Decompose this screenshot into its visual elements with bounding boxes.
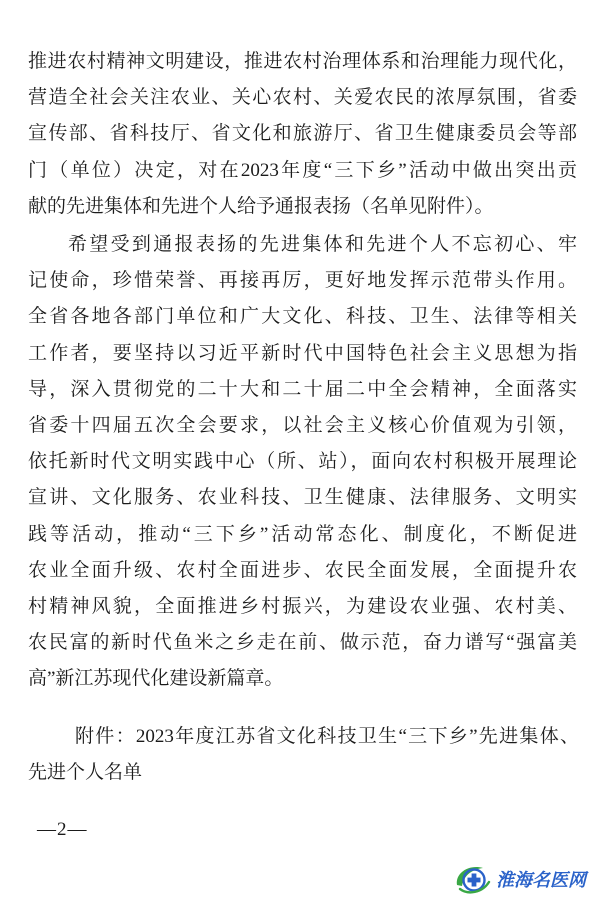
medical-cross-logo-icon (452, 863, 492, 895)
page-number: —2— (37, 819, 88, 840)
body-paragraph-1 (28, 44, 577, 225)
text-line: 践等活动，推动“三下乡”活动常态化、制度化，不断促进 (28, 523, 577, 545)
text-line: 希望受到通报表扬的先进集体和先进个人不忘初心、牢 (68, 234, 577, 255)
text-line: 记使命，珍惜荣誉、再接再厉，更好地发挥示范带头作用。 (28, 270, 577, 292)
attachment-note (28, 719, 579, 791)
text-line: 先进个人名单 (28, 762, 143, 784)
text-line: 依托新时代文明实践中心（所、站），面向农村积极开展理论 (28, 451, 577, 473)
text-line: 导，深入贯彻党的二十大和二十届二中全会精神，全面落实 (28, 378, 577, 400)
text-line: 村精神风貌，全面推进乡村振兴，为建设农业强、农村美、 (28, 595, 577, 617)
text-line: 献的先进集体和先进个人给予通报表扬（名单见附件）。 (28, 195, 494, 217)
watermark (452, 862, 596, 896)
text-line: 全省各地各部门单位和广大文化、科技、卫生、法律等相关 (28, 306, 577, 328)
text-line: 农民富的新时代鱼米之乡走在前、做示范，奋力谱写“强富美 (28, 632, 577, 654)
text-line: 门（单位）决定，对在2023年度“三下乡”活动中做出突出贡 (28, 159, 577, 181)
text-line: 省委十四届五次全会要求，以社会主义核心价值观为引领， (28, 414, 577, 436)
text-line: 推进农村精神文明建设，推进农村治理体系和治理能力现代化， (28, 51, 577, 72)
text-line: 宣讲、文化服务、农业科技、卫生健康、法律服务、文明实 (28, 487, 577, 509)
text-line: 高”新江苏现代化建设新篇章。 (28, 668, 284, 690)
text-line: 农业全面升级、农村全面进步、农民全面发展，全面提升农 (28, 559, 577, 581)
watermark-text: 淮海名医网 (496, 870, 586, 890)
text-line: 工作者，要坚持以习近平新时代中国特色社会主义思想为指 (28, 342, 577, 364)
body-paragraph-2 (28, 227, 577, 697)
text-line: 营造全社会关注农业、关心农村、关爱农民的浓厚氛围，省委 (28, 87, 577, 109)
text-line: 附件：2023年度江苏省文化科技卫生“三下乡”先进集体、 (75, 726, 579, 747)
text-line: 宣传部、省科技厅、省文化和旅游厅、省卫生健康委员会等部 (28, 123, 577, 145)
